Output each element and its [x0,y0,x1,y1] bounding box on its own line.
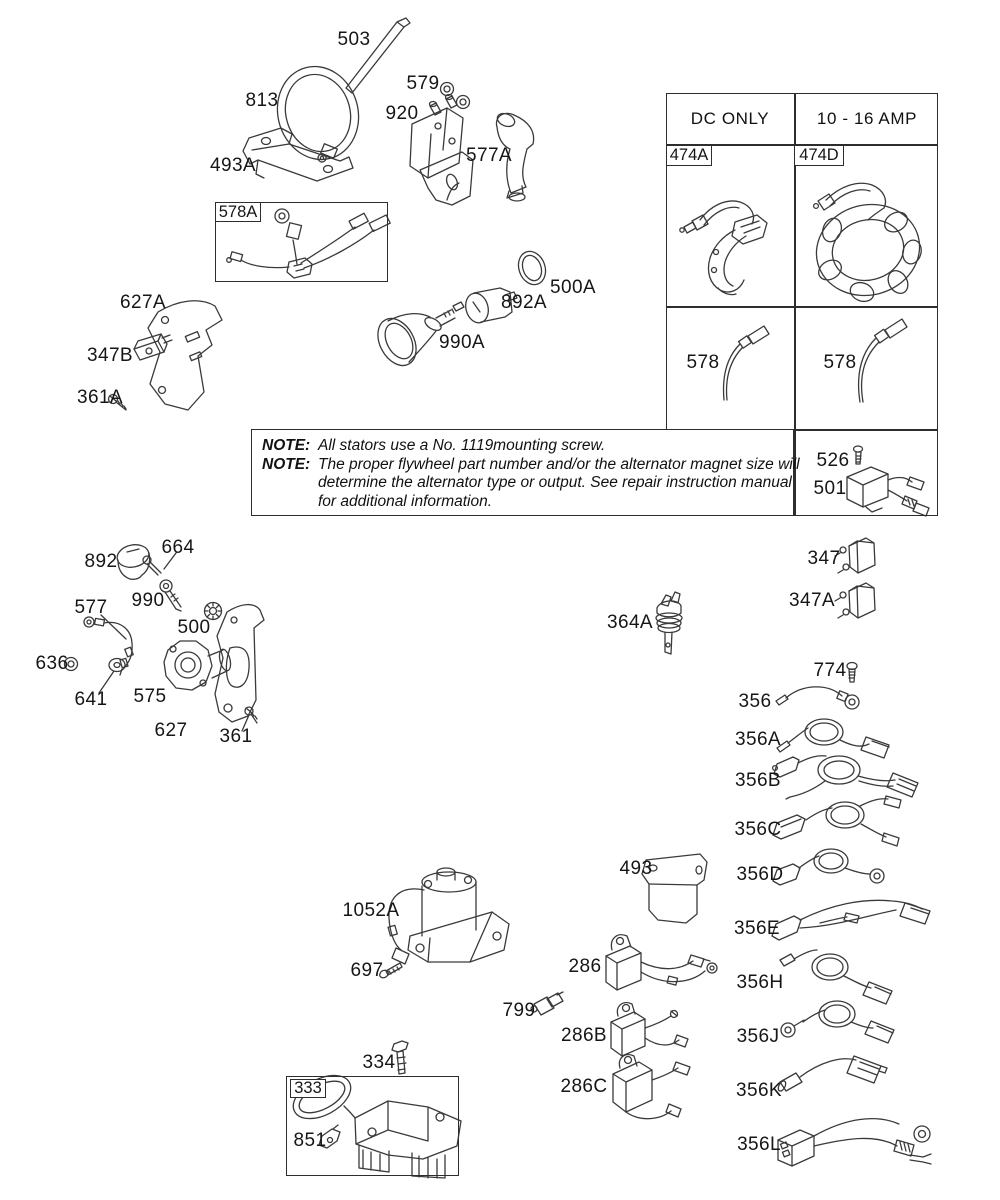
part-641-drawing [109,659,125,672]
part-label-627: 627 [154,720,188,741]
part-label-892: 892 [84,551,118,572]
part-label-892A: 892A [501,292,547,313]
part-493a-drawing [243,128,353,181]
part-label-347A: 347A [789,590,835,611]
part-774-drawing [847,663,857,683]
part-label-799: 799 [502,1000,536,1021]
part-label-774: 774 [813,660,847,681]
note2-text [318,456,800,512]
part-label-356E: 356E [734,918,780,939]
part-label-286B: 286B [561,1025,607,1046]
part-label-501: 501 [813,478,847,499]
part-label-664: 664 [161,537,195,558]
part-label-286C: 286C [560,1076,608,1097]
part-label-334: 334 [362,1052,396,1073]
part-label-364A: 364A [607,612,653,633]
part-500a-drawing [514,248,550,289]
part-label-356D: 356D [736,864,784,885]
part-label-347B: 347B [87,345,133,366]
part-label-990: 990 [131,590,165,611]
part-286b-drawing [611,1003,688,1056]
part-label-526: 526 [816,450,850,471]
part-356-drawing [776,687,859,709]
note2-line2: determine the alternator type or output. See repair instruction manual [318,474,792,491]
part-label-356K: 356K [736,1080,782,1101]
part-286c-drawing [613,1055,690,1119]
part-label-356: 356 [738,691,772,712]
part-label-577A: 577A [466,145,512,166]
part-364a-drawing [656,592,682,654]
part-label-503: 503 [337,29,371,50]
part-356a-drawing [777,719,889,758]
note-stators-row [262,437,785,456]
note2-line3: for additional information. [318,492,493,510]
part-575-drawing [164,641,233,690]
part-label-627A: 627A [120,292,166,313]
part-label-577: 577 [74,597,108,618]
part-356b-drawing [773,756,918,799]
part-label-697: 697 [350,960,384,981]
part-label-356C: 356C [734,819,782,840]
part-label-361: 361 [219,726,253,747]
part-286-drawing [606,935,717,990]
part-627a-drawing [148,301,222,410]
table-header-10-16-amp: 10 - 16 AMP [816,109,918,128]
table-row-divider-1 [666,306,938,308]
part-label-920: 920 [385,103,419,124]
part-356l-drawing [778,1119,931,1166]
part-627-drawing [215,605,264,722]
part-label-493A: 493A [210,155,256,176]
part-label-578L: 578 [686,352,720,373]
note1-text: All stators use a No. 1119mounting screw. [318,437,606,454]
part-1052a-drawing [388,868,509,964]
part-356j-drawing [781,1001,894,1043]
part-356k-drawing [777,1056,887,1092]
note1-prefix: NOTE: [262,437,311,454]
part-920-drawing [410,95,473,206]
part-label-1052A: 1052A [342,900,400,921]
note2-line1: The proper flywheel part number and/or the alternator magnet size will [318,455,800,473]
boxed-label-333: 333 [290,1079,326,1098]
part-label-347: 347 [807,548,841,569]
part-label-356L: 356L [737,1134,781,1155]
part-799-drawing [531,992,563,1015]
part-356e-drawing [772,900,930,940]
part-813-drawing [267,57,370,169]
part-label-493: 493 [619,858,653,879]
boxed-label-474D: 474D [794,145,844,166]
part-label-851: 851 [293,1130,327,1151]
part-347a-drawing [835,583,875,618]
part-label-361A: 361A [77,387,123,408]
part-label-356H: 356H [736,972,784,993]
part-label-500: 500 [177,617,211,638]
part-label-641: 641 [74,689,108,710]
part-label-356A: 356A [735,729,781,750]
boxed-label-474A: 474A [666,145,712,166]
part-label-579: 579 [406,73,440,94]
part-892-drawing [115,542,151,579]
notes-box [251,429,800,516]
part-label-578R: 578 [823,352,857,373]
part-356d-drawing [773,849,884,885]
part-579-drawing [441,83,470,109]
boxed-label-578A: 578A [215,202,261,222]
part-label-813: 813 [245,90,279,111]
part-label-286: 286 [568,956,602,977]
table-header-dc-only: DC ONLY [690,109,770,128]
part-356c-drawing [773,796,901,846]
part-label-500A: 500A [550,277,596,298]
note-flywheel-row [262,455,800,512]
part-label-356J: 356J [736,1026,780,1047]
part-347-drawing [835,538,875,573]
part-label-356B: 356B [735,770,781,791]
part-label-990A: 990A [439,332,485,353]
part-label-575: 575 [133,686,167,707]
note2-prefix: NOTE: [262,455,311,473]
part-356h-drawing [780,950,892,1004]
part-label-636: 636 [35,653,69,674]
